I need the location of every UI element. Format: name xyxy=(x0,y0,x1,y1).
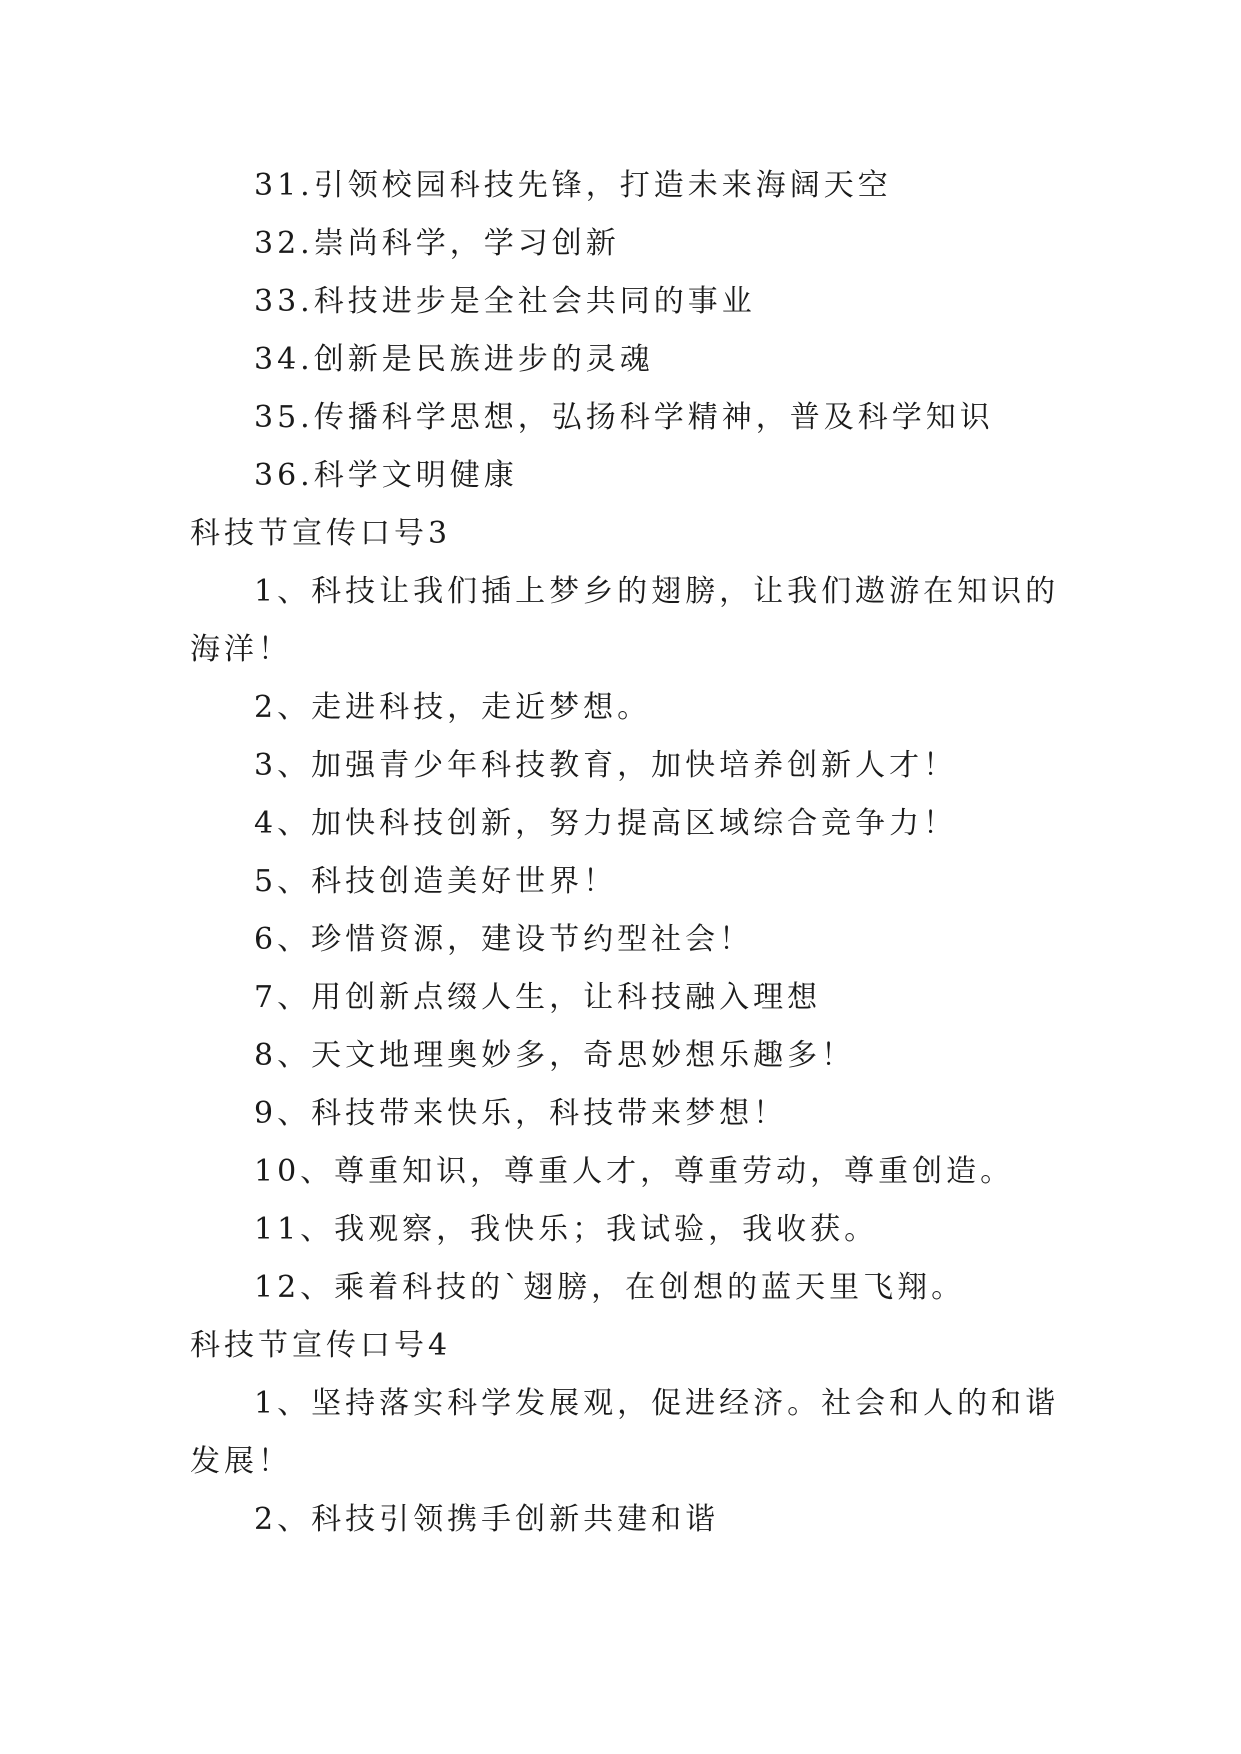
slogan-item: 34.创新是民族进步的灵魂 xyxy=(254,342,654,377)
section-heading: 科技节宣传口号3 xyxy=(190,516,452,551)
slogan-item: 8、天文地理奥妙多，奇思妙想乐趣多！ xyxy=(254,1038,856,1073)
slogan-item: 32.崇尚科学，学习创新 xyxy=(254,226,620,261)
slogan-item: 35.传播科学思想，弘扬科学精神，普及科学知识 xyxy=(254,400,994,435)
slogan-item: 5、科技创造美好世界！ xyxy=(254,864,618,899)
document-body xyxy=(190,157,1060,1549)
slogan-item: 2、走进科技，走近梦想。 xyxy=(254,690,652,725)
slogan-item: 1、坚持落实科学发展观，促进经济。社会和人的和谐发展！ xyxy=(190,1386,1060,1479)
slogan-item: 33.科技进步是全社会共同的事业 xyxy=(254,284,756,319)
slogan-item: 6、珍惜资源，建设节约型社会！ xyxy=(254,922,754,957)
slogan-item: 4、加快科技创新，努力提高区域综合竞争力！ xyxy=(254,806,958,841)
slogan-item: 3、加强青少年科技教育，加快培养创新人才！ xyxy=(254,748,958,783)
slogan-item: 31.引领校园科技先锋，打造未来海阔天空 xyxy=(254,168,892,203)
slogan-item: 12、乘着科技的`翅膀，在创想的蓝天里飞翔。 xyxy=(254,1270,966,1305)
slogan-item: 1、科技让我们插上梦乡的翅膀，让我们遨游在知识的海洋！ xyxy=(190,574,1060,667)
slogan-item: 2、科技引领携手创新共建和谐 xyxy=(254,1502,720,1537)
slogan-item: 9、科技带来快乐，科技带来梦想！ xyxy=(254,1096,788,1131)
slogan-item: 11、我观察，我快乐；我试验，我收获。 xyxy=(254,1212,879,1247)
section-heading: 科技节宣传口号4 xyxy=(190,1328,452,1363)
slogan-item: 36.科学文明健康 xyxy=(254,458,518,493)
slogan-item: 10、尊重知识，尊重人才，尊重劳动，尊重创造。 xyxy=(254,1154,1015,1189)
slogan-item: 7、用创新点缀人生，让科技融入理想 xyxy=(254,980,822,1015)
